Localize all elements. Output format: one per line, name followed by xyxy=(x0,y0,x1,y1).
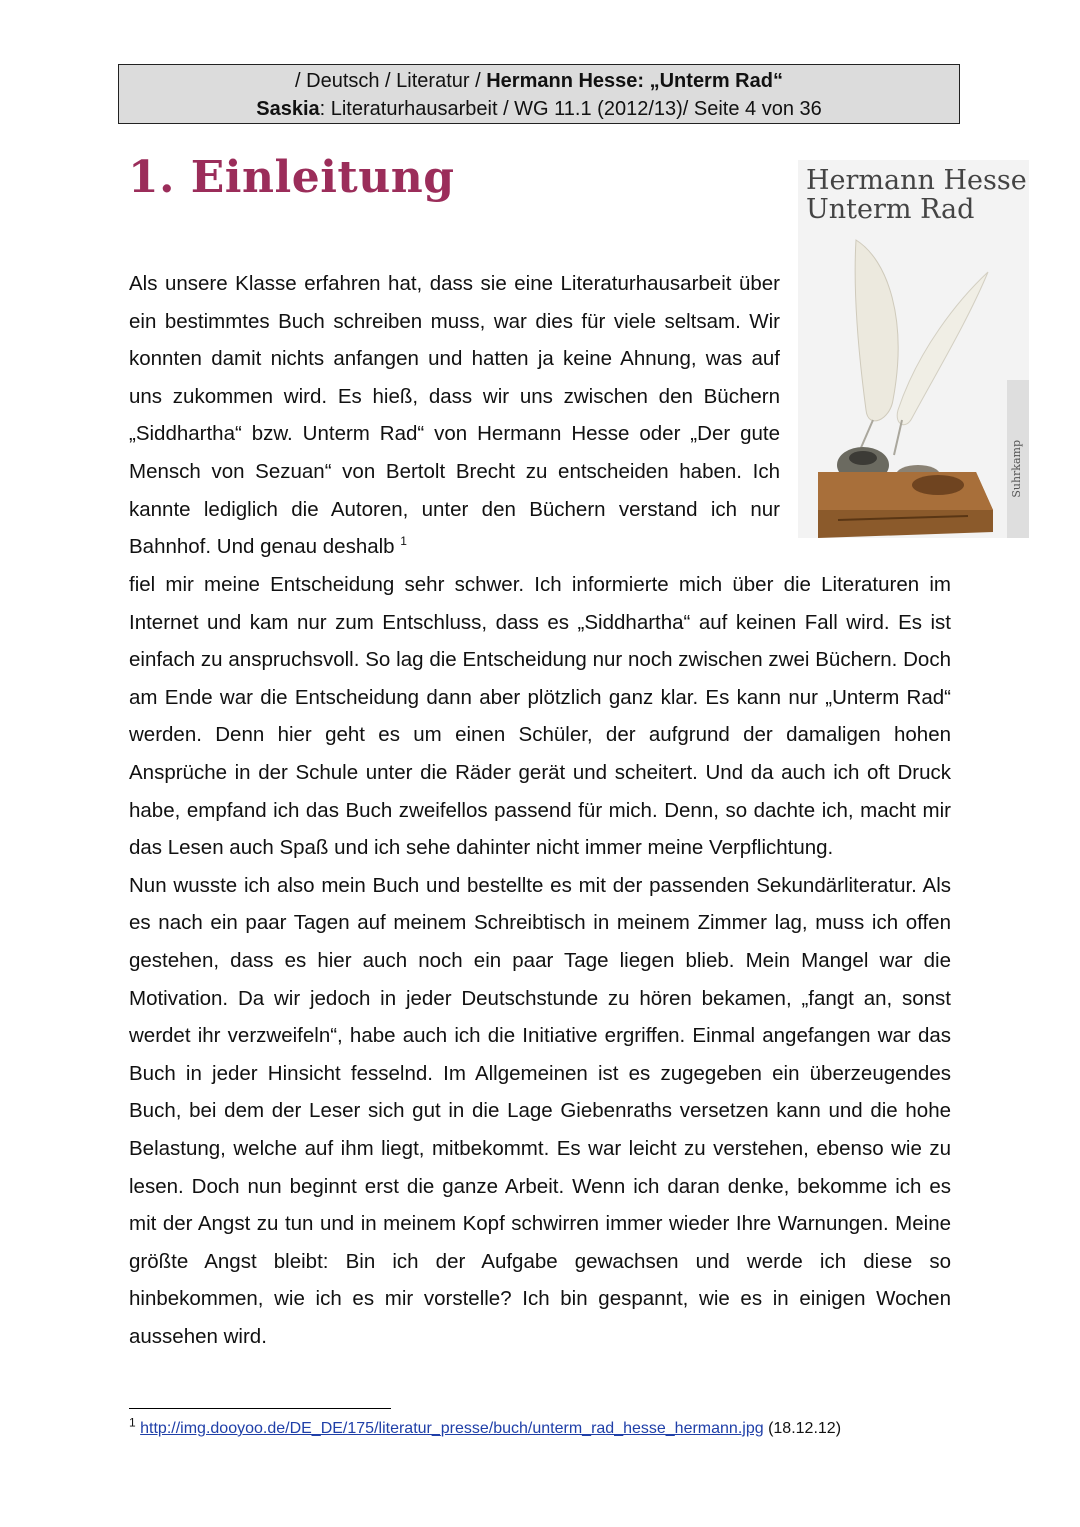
page-header xyxy=(118,64,960,124)
book-cover-image xyxy=(798,160,1029,538)
header-line-2: Saskia: Literaturhausarbeit / WG 11.1 (2012/13)/ Seite 4 von 36 xyxy=(256,98,822,120)
cover-title xyxy=(806,166,1027,224)
footnote-number: 1 xyxy=(129,1415,136,1430)
paragraph-1: Als unsere Klasse erfahren hat, dass sie eine Literaturhausarbeit über ein bestimmtes Buch schreiben muss, war dies für viele seltsam. Wir konnten damit nichts anfangen und hatten ja keine Ahnung, was auf uns zukommen wird. Es hieß, dass wir uns zwischen den Büchern „Siddhartha“ bzw. Unterm Rad“ von Hermann Hesse oder „Der gute Mensch von Sezuan“ von Bertolt Brecht zu entscheiden haben. Ich kannte lediglich die Autoren, unter den Büchern verstand ich nur Bahnhof. Und genau deshalb $^1$ xyxy=(129,272,780,559)
cover-book-title: Unterm Rad xyxy=(806,194,975,225)
cover-spine xyxy=(1007,380,1029,538)
footnote-date: (18.12.12) xyxy=(768,1420,842,1437)
footnote-link[interactable]: http://img.dooyoo.de/DE_DE/175/literatur_presse/buch/unterm_rad_hesse_hermann.jpg xyxy=(140,1420,764,1437)
cover-publisher: Suhrkamp xyxy=(1010,440,1023,498)
paragraph-block xyxy=(129,566,951,1355)
section-heading: 1. Einleitung xyxy=(128,152,455,203)
header-book-title: Hermann Hesse: „Unterm Rad“ xyxy=(486,70,783,92)
paragraph-3: Nun wusste ich also mein Buch und bestellte es mit der passenden Sekundärliteratur. Als es nach ein paar Tagen auf meinem Schreibtisch in meinem Zimmer lag, muss ich offen gestehen, dass es hier auch noch ein paar Tage liegen blieb. Mein Mangel war die Motivation. Da wir jedoch in jeder Deutschstunde zu hören bekamen, „fangt an, sonst werdet ihr verzweifeln“, habe auch ich die Initiative ergriffen. Einmal angefangen war das Buch in jeder Hinsicht fesselnd. Im Allgemeinen ist es zugegeben ein überzeugendes Buch, bei dem der Leser sich gut in die Lage Giebenraths versetzen kann und die hohe Belastung, welche auf ihm liegt, mitbekommt. Es war leicht zu verstehen, ebenso wie zu lesen. Doch nun beginnt erst die ganze Arbeit. Wenn ich daran denke, bekomme ich es mit der Angst zu tun und in meinem Kopf schwirren immer wieder Ihre Warnungen. Meine größte Angst bleibt: Bin ich der Aufgabe gewachsen und werde ich diese so hinbekommen, wie ich es mir vorstelle? Ich bin gespannt, wie es in einigen Wochen aussehen wird. xyxy=(129,873,951,1348)
footnote-marker[interactable]: 1 xyxy=(400,534,407,549)
cover-author: Hermann Hesse xyxy=(806,165,1027,196)
header-author-name: Saskia xyxy=(256,98,320,120)
header-line-1: / Deutsch / Literatur / Hermann Hesse: „Unterm Rad“ xyxy=(295,70,783,92)
paragraph-2: fiel mir meine Entscheidung sehr schwer. Ich informierte mich über die Literaturen im Internet und kam nur zum Entschluss, dass es „Siddhartha“ auf keinen Fall wird. Es ist einfach zu anspruchsvoll. So lag die Entscheidung nur noch zwischen zwei Büchern. Doch am Ende war die Entscheidung dann aber plötzlich ganz klar. Es kann nur „Unterm Rad“ werden. Denn hier geht es um einen Schüler, der aufgrund der damaligen hohen Ansprüche in der Schule unter die Räder gerät und scheitert. Und da auch ich oft Druck habe, empfand ich das Buch zweifellos passend für mich. Denn, so dachte ich, macht mir das Lesen auch Spaß und ich sehe dahinter nicht immer meine Verpflichtung. xyxy=(129,573,951,860)
quill-inkwell-illustration xyxy=(798,220,1008,538)
footnote-divider xyxy=(129,1408,391,1409)
footnote xyxy=(129,1415,842,1438)
